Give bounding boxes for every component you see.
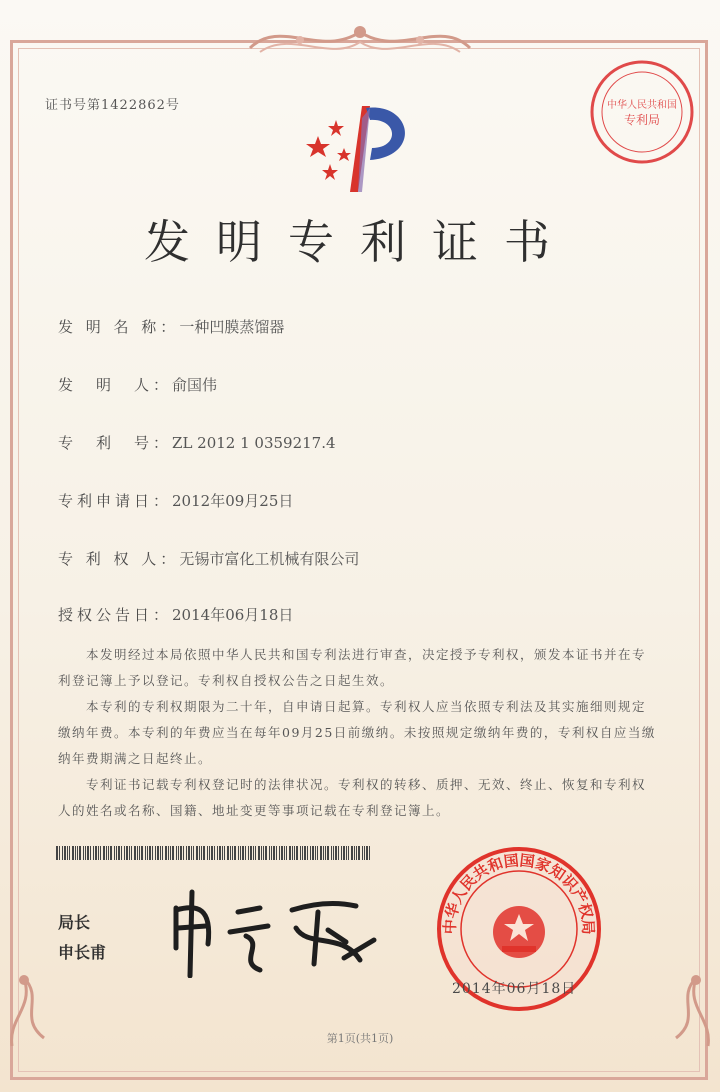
small-red-stamp-icon: [588, 58, 696, 166]
barcode-bar: [134, 846, 136, 860]
barcode-bar: [141, 846, 143, 860]
barcode-bar: [85, 846, 86, 860]
barcode-bar: [222, 846, 223, 860]
barcode-bar: [343, 846, 345, 860]
barcode-bar: [186, 846, 187, 860]
barcode-bar: [108, 846, 109, 860]
barcode-bar: [333, 846, 334, 860]
barcode-bar: [224, 846, 225, 860]
field-value: ZL 2012 1 0359217.4: [172, 434, 336, 452]
barcode-bar: [271, 846, 272, 860]
barcode-bar: [338, 846, 339, 860]
field-grant-date: [58, 604, 293, 625]
barcode-bar: [253, 846, 254, 860]
barcode-bar: [72, 846, 74, 860]
barcode-bar: [341, 846, 342, 860]
barcode-bar: [234, 846, 236, 860]
official-title: 局长: [58, 913, 91, 932]
barcode-bar: [103, 846, 105, 860]
barcode-bar: [93, 846, 94, 860]
barcode-bar: [351, 846, 353, 860]
barcode-bar: [248, 846, 249, 860]
barcode-bar: [358, 846, 360, 860]
barcode-bar: [273, 846, 275, 860]
field-patent-number: [58, 432, 336, 453]
barcode-bar: [69, 846, 70, 860]
barcode-bar: [207, 846, 208, 860]
patent-office-logo-icon: [300, 98, 430, 198]
barcode-bar: [331, 846, 332, 860]
certificate-number: 证书号第1422862号: [45, 98, 180, 113]
barcode-bar: [178, 846, 179, 860]
certificate-body: [58, 642, 658, 824]
barcode-bar: [188, 846, 190, 860]
field-value: 2014年06月18日: [172, 606, 294, 624]
barcode-bar: [183, 846, 184, 860]
svg-text:专利局: 专利局: [623, 113, 661, 127]
barcode-bar: [98, 846, 99, 860]
barcode-bar: [139, 846, 140, 860]
barcode-bar: [258, 846, 260, 860]
barcode-bar: [255, 846, 256, 860]
barcode-bar: [95, 846, 97, 860]
barcode-bar: [281, 846, 283, 860]
svg-text:中华人民共和国国家知识产权局: 中华人民共和国国家知识产权局: [440, 851, 598, 935]
field-label: 专利申请日：: [58, 492, 173, 510]
barcode-bar: [217, 846, 218, 860]
barcode-bar: [193, 846, 194, 860]
barcode-bar: [354, 846, 355, 860]
barcode-bar: [176, 846, 177, 860]
barcode-bar: [90, 846, 91, 860]
barcode-bar: [300, 846, 301, 860]
barcode-bar: [129, 846, 130, 860]
barcode-bar: [317, 846, 318, 860]
barcode-bar: [279, 846, 280, 860]
barcode-bar: [64, 846, 66, 860]
field-patentee: [58, 548, 359, 569]
barcode-bar: [75, 846, 76, 860]
field-value: 俞国伟: [172, 376, 218, 394]
barcode-bar: [327, 846, 329, 860]
barcode-bar: [147, 846, 148, 860]
barcode-bar: [276, 846, 277, 860]
field-value: 无锡市富化工机械有限公司: [179, 550, 360, 568]
barcode-bar: [232, 846, 233, 860]
barcode-bar: [214, 846, 215, 860]
barcode-bar: [196, 846, 198, 860]
field-label: 专 利 权 人：: [58, 550, 180, 568]
barcode-bar: [323, 846, 324, 860]
field-value: 2012年09月25日: [172, 492, 294, 510]
barcode-bar: [59, 846, 60, 860]
barcode-bar: [126, 846, 128, 860]
barcode-bar: [191, 846, 192, 860]
barcode-bar: [284, 846, 285, 860]
field-label: 专 利 号：: [58, 434, 173, 452]
barcode-bar: [320, 846, 322, 860]
barcode-bar: [292, 846, 293, 860]
barcode-bar: [369, 846, 370, 860]
barcode-bar: [160, 846, 161, 860]
barcode-bar: [199, 846, 200, 860]
barcode-bar: [261, 846, 262, 860]
barcode-bar: [302, 846, 303, 860]
barcode-bar: [165, 846, 167, 860]
barcode-bar: [106, 846, 107, 860]
barcode-bar: [364, 846, 365, 860]
barcode-bar: [265, 846, 267, 860]
barcode-bar: [77, 846, 78, 860]
field-invention-name: [58, 316, 284, 337]
barcode-bar: [356, 846, 357, 860]
body-paragraph: 本专利的专利权期限为二十年，自申请日起算。专利权人应当依照专利法及其实施细则规定缴纳年费。本专利的年费应当在每年09月25日前缴纳。未按照规定缴纳年费的，专利权自应当缴纳年费期满之日起终止。: [58, 699, 656, 766]
barcode-bar: [110, 846, 112, 860]
body-paragraph: 专利证书记载专利权登记时的法律状况。专利权的转移、质押、无效、终止、恢复和专利权人的姓名或名称、国籍、地址变更等事项记载在专利登记簿上。: [58, 777, 647, 818]
field-application-date: [58, 490, 293, 511]
barcode-icon: [56, 846, 374, 860]
barcode-bar: [100, 846, 101, 860]
barcode-bar: [131, 846, 132, 860]
field-label: 发 明 名 称：: [58, 318, 180, 336]
barcode-bar: [203, 846, 205, 860]
barcode-bar: [240, 846, 241, 860]
director-signature-icon: [168, 888, 388, 978]
barcode-bar: [121, 846, 122, 860]
barcode-bar: [219, 846, 221, 860]
barcode-bar: [312, 846, 314, 860]
barcode-bar: [83, 846, 84, 860]
barcode-bar: [170, 846, 171, 860]
barcode-bar: [152, 846, 153, 860]
barcode-bar: [209, 846, 210, 860]
barcode-bar: [227, 846, 229, 860]
top-ornament-icon: [240, 18, 480, 64]
barcode-bar: [201, 846, 202, 860]
barcode-bar: [157, 846, 159, 860]
official-name: 申长甫: [58, 943, 107, 962]
barcode-bar: [79, 846, 81, 860]
barcode-bar: [172, 846, 174, 860]
barcode-bar: [366, 846, 368, 860]
barcode-bar: [304, 846, 306, 860]
field-label: 授权公告日：: [58, 606, 173, 624]
barcode-bar: [315, 846, 316, 860]
barcode-bar: [180, 846, 182, 860]
barcode-bar: [149, 846, 151, 860]
page-indicator: 第1页(共1页): [326, 1032, 394, 1045]
svg-text:中华人民共和国: 中华人民共和国: [607, 100, 677, 111]
field-value: 一种凹膜蒸馏器: [179, 318, 285, 336]
barcode-bar: [263, 846, 264, 860]
barcode-bar: [124, 846, 125, 860]
barcode-bar: [310, 846, 311, 860]
barcode-bar: [325, 846, 326, 860]
barcode-bar: [294, 846, 295, 860]
barcode-bar: [137, 846, 138, 860]
barcode-bar: [56, 846, 58, 860]
barcode-bar: [250, 846, 252, 860]
barcode-bar: [168, 846, 169, 860]
barcode-bar: [116, 846, 117, 860]
barcode-bar: [335, 846, 337, 860]
barcode-bar: [145, 846, 146, 860]
barcode-bar: [362, 846, 363, 860]
barcode-bar: [269, 846, 270, 860]
barcode-bar: [67, 846, 68, 860]
barcode-bar: [155, 846, 156, 860]
field-inventor: [58, 374, 217, 395]
barcode-bar: [242, 846, 244, 860]
barcode-bar: [307, 846, 308, 860]
body-paragraph: 本发明经过本局依照中华人民共和国专利法进行审查，决定授予专利权，颁发本证书并在专利登记簿上予以登记。专利权自授权公告之日起生效。: [58, 647, 647, 688]
barcode-bar: [118, 846, 120, 860]
seal-date: 2014年06月18日: [452, 981, 577, 997]
barcode-bar: [245, 846, 246, 860]
barcode-bar: [230, 846, 231, 860]
barcode-bar: [87, 846, 89, 860]
barcode-bar: [114, 846, 115, 860]
field-label: 发 明 人：: [58, 376, 173, 394]
barcode-bar: [238, 846, 239, 860]
barcode-bar: [62, 846, 63, 860]
barcode-bar: [162, 846, 163, 860]
barcode-bar: [296, 846, 298, 860]
barcode-bar: [286, 846, 287, 860]
barcode-bar: [289, 846, 291, 860]
barcode-bar: [348, 846, 349, 860]
barcode-bar: [211, 846, 213, 860]
certificate-title: 发明专利证书: [144, 215, 576, 269]
barcode-bar: [346, 846, 347, 860]
